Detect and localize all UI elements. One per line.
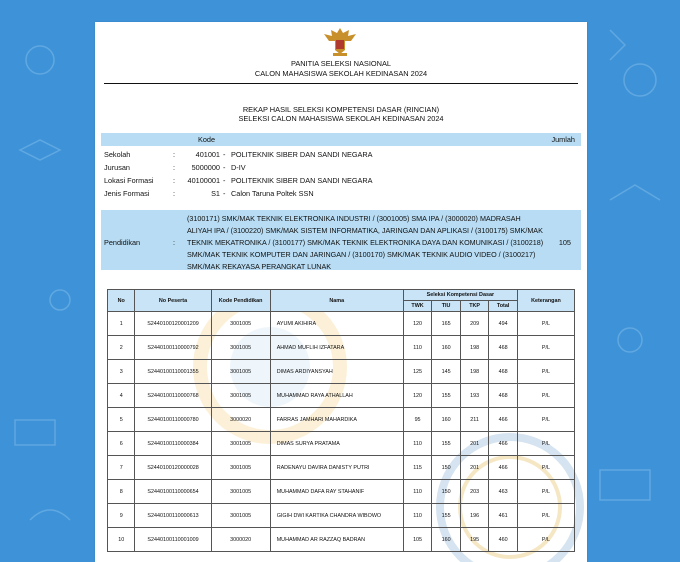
cell-twk: 95	[403, 408, 432, 432]
cell-peserta: S2440100110000613	[135, 504, 211, 528]
cell-total: 494	[489, 312, 518, 336]
cell-twk: 105	[403, 528, 432, 552]
cell-no: 9	[108, 504, 135, 528]
cell-tkp: 201	[460, 456, 489, 480]
col-header-tkp: TKP	[460, 301, 489, 312]
table-row	[108, 432, 575, 456]
cell-nama: MUHAMMAD RAYA ATHALLAH	[270, 384, 403, 408]
cell-tkp: 203	[460, 480, 489, 504]
cell-kode: 3001005	[211, 456, 270, 480]
cell-tkp: 196	[460, 504, 489, 528]
pendidikan-label: Pendidikan	[104, 238, 141, 247]
cell-nama: DIMAS SURYA PRATAMA	[270, 432, 403, 456]
col-header-nama: Nama	[270, 290, 403, 312]
info-label: Jurusan	[104, 163, 130, 172]
cell-peserta: S2440100110000768	[135, 384, 211, 408]
info-rows	[101, 146, 581, 202]
cell-twk: 125	[403, 360, 432, 384]
col-header-kode: Kode Pendidikan	[211, 290, 270, 312]
cell-total: 463	[489, 480, 518, 504]
pendidikan-value: (3100171) SMK/MAK TEKNIK ELEKTRONIKA INDUSTRI / (3001005) SMA IPA / (3000020) MADRASAH ALIYAH IPA / (3100220) SMK/MAK SISTEM INFORMATIKA, JARINGAN DAN APLIKASI / (3100175) SMK/MAK TEKNIK MEKATRONIKA / (3100177) SMK/MAK TEKNIK ELEKTRONIKA DAYA DAN KOMUNIKASI / (3100218) SMK/MAK TEKNIK KOMPUTER DAN JARINGAN / (3100170) SMK/MAK TEKNIK AUDIO VIDEO / (3100217) SMK/MAK REKAYASA PERANGKAT LUNAK	[187, 214, 544, 271]
info-sep: :	[173, 150, 176, 159]
cell-kode: 3001005	[211, 336, 270, 360]
cell-twk: 110	[403, 336, 432, 360]
cell-kode: 3001005	[211, 480, 270, 504]
table-row	[108, 480, 575, 504]
info-dash: -	[223, 163, 226, 172]
cell-tkp: 211	[460, 408, 489, 432]
cell-tiu: 155	[432, 384, 461, 408]
cell-tiu: 145	[432, 360, 461, 384]
table-header-row	[108, 290, 575, 301]
cell-kode: 3001005	[211, 504, 270, 528]
info-value: POLITEKNIK SIBER DAN SANDI NEGARA	[231, 150, 373, 159]
col-header-total: Total	[489, 301, 518, 312]
table-row	[108, 504, 575, 528]
document-page	[95, 22, 587, 562]
cell-tkp: 198	[460, 360, 489, 384]
table-row	[108, 456, 575, 480]
cell-no: 6	[108, 432, 135, 456]
cell-nama: GIGIH DWI KARTIKA CHANDRA WIBOWO	[270, 504, 403, 528]
cell-kode: 3001005	[211, 360, 270, 384]
cell-peserta: S2440100110000780	[135, 408, 211, 432]
cell-ket: P/L	[517, 384, 574, 408]
cell-no: 10	[108, 528, 135, 552]
results-table	[107, 289, 575, 552]
info-dash: -	[223, 150, 226, 159]
info-label: Lokasi Formasi	[104, 176, 154, 185]
cell-tkp: 209	[460, 312, 489, 336]
cell-nama: DIMAS ARDIYANSYAH	[270, 360, 403, 384]
cell-no: 3	[108, 360, 135, 384]
cell-tiu: 160	[432, 336, 461, 360]
garuda-emblem-icon	[321, 24, 359, 58]
info-value: POLITEKNIK SIBER DAN SANDI NEGARA	[231, 176, 373, 185]
col-header-peserta: No Peserta	[135, 290, 211, 312]
cell-total: 466	[489, 432, 518, 456]
header-divider	[104, 83, 578, 84]
cell-ket: P/L	[517, 360, 574, 384]
cell-no: 8	[108, 480, 135, 504]
col-header-ket: Keterangan	[517, 290, 574, 312]
cell-no: 2	[108, 336, 135, 360]
cell-ket: P/L	[517, 456, 574, 480]
cell-twk: 110	[403, 432, 432, 456]
cell-tiu: 160	[432, 408, 461, 432]
cell-tiu: 160	[432, 528, 461, 552]
info-code: 401001	[195, 150, 220, 159]
info-dash: -	[223, 189, 226, 198]
cell-peserta: S2440100110000384	[135, 432, 211, 456]
cell-peserta: S2440100110000792	[135, 336, 211, 360]
col-header-tiu: TIU	[432, 301, 461, 312]
cell-twk: 120	[403, 384, 432, 408]
cell-tiu: 155	[432, 432, 461, 456]
table-row	[108, 408, 575, 432]
cell-nama: MUHAMMAD AR RAZZAQ BADRAN	[270, 528, 403, 552]
cell-total: 466	[489, 408, 518, 432]
cell-kode: 3000020	[211, 408, 270, 432]
cell-nama: AYUMI AKIHIRA	[270, 312, 403, 336]
info-row-lokasi	[101, 174, 581, 187]
cell-nama: RADENAYU DAVIRA DANISTY PUTRI	[270, 456, 403, 480]
table-body	[108, 312, 575, 552]
cell-twk: 115	[403, 456, 432, 480]
report-title: REKAP HASIL SELEKSI KOMPETENSI DASAR (RINCIAN)	[242, 105, 440, 114]
cell-tiu: 165	[432, 312, 461, 336]
jumlah-label: Jumlah	[551, 135, 575, 144]
cell-total: 468	[489, 360, 518, 384]
info-code: S1	[211, 189, 220, 198]
table-row	[108, 528, 575, 552]
table-row	[108, 312, 575, 336]
info-sep: :	[173, 163, 176, 172]
cell-kode: 3001005	[211, 432, 270, 456]
cell-tiu: 150	[432, 480, 461, 504]
cell-no: 1	[108, 312, 135, 336]
cell-tiu: 155	[432, 504, 461, 528]
cell-ket: P/L	[517, 432, 574, 456]
cell-no: 5	[108, 408, 135, 432]
cell-nama: AHMAD MUFLIH IZFATARA	[270, 336, 403, 360]
cell-twk: 110	[403, 504, 432, 528]
info-code: 5000000	[191, 163, 220, 172]
cell-ket: P/L	[517, 336, 574, 360]
pendidikan-sep: :	[173, 238, 176, 247]
info-value: D-IV	[231, 163, 246, 172]
committee-subtitle: CALON MAHASISWA SEKOLAH KEDINASAN 2024	[254, 69, 428, 78]
cell-ket: P/L	[517, 408, 574, 432]
info-sep: :	[173, 189, 176, 198]
cell-peserta: S2440100110000654	[135, 480, 211, 504]
cell-peserta: S2440100120000028	[135, 456, 211, 480]
cell-ket: P/L	[517, 528, 574, 552]
table-row	[108, 336, 575, 360]
cell-tkp: 195	[460, 528, 489, 552]
cell-nama: FARRAS JAMHARI MAHARDIKA	[270, 408, 403, 432]
cell-peserta: S2440100120001209	[135, 312, 211, 336]
kode-label: Kode	[198, 135, 216, 144]
info-dash: -	[223, 176, 226, 185]
committee-name: PANITIA SELEKSI NASIONAL	[290, 59, 392, 68]
kode-header-band	[101, 133, 581, 146]
cell-total: 466	[489, 456, 518, 480]
cell-ket: P/L	[517, 312, 574, 336]
cell-peserta: S2440100110001009	[135, 528, 211, 552]
cell-nama: MUHAMMAD DAFA RAY STAHANIF	[270, 480, 403, 504]
info-sep: :	[173, 176, 176, 185]
report-subtitle: SELEKSI CALON MAHASISWA SEKOLAH KEDINASAN 2024	[238, 114, 444, 123]
cell-tkp: 198	[460, 336, 489, 360]
info-label: Sekolah	[104, 150, 131, 159]
cell-ket: P/L	[517, 480, 574, 504]
col-header-twk: TWK	[403, 301, 432, 312]
cell-kode: 3001005	[211, 384, 270, 408]
info-label: Jenis Formasi	[104, 189, 150, 198]
info-row-sekolah	[101, 148, 581, 161]
info-row-jurusan	[101, 161, 581, 174]
cell-peserta: S2440100110001355	[135, 360, 211, 384]
col-header-no: No	[108, 290, 135, 312]
jumlah-value: 105	[558, 238, 571, 247]
cell-tkp: 201	[460, 432, 489, 456]
cell-no: 7	[108, 456, 135, 480]
info-code: 40100001	[187, 176, 220, 185]
cell-twk: 120	[403, 312, 432, 336]
cell-total: 468	[489, 384, 518, 408]
col-header-skd: Seleksi Kompetensi Dasar	[403, 290, 517, 301]
pendidikan-band	[101, 210, 581, 270]
cell-no: 4	[108, 384, 135, 408]
table-row	[108, 384, 575, 408]
info-row-jenis	[101, 187, 581, 200]
cell-total: 461	[489, 504, 518, 528]
info-value: Calon Taruna Poltek SSN	[231, 189, 314, 198]
cell-kode: 3000020	[211, 528, 270, 552]
cell-total: 468	[489, 336, 518, 360]
table-row	[108, 360, 575, 384]
cell-twk: 110	[403, 480, 432, 504]
cell-tkp: 193	[460, 384, 489, 408]
cell-tiu: 150	[432, 456, 461, 480]
cell-total: 460	[489, 528, 518, 552]
cell-kode: 3001005	[211, 312, 270, 336]
cell-ket: P/L	[517, 504, 574, 528]
